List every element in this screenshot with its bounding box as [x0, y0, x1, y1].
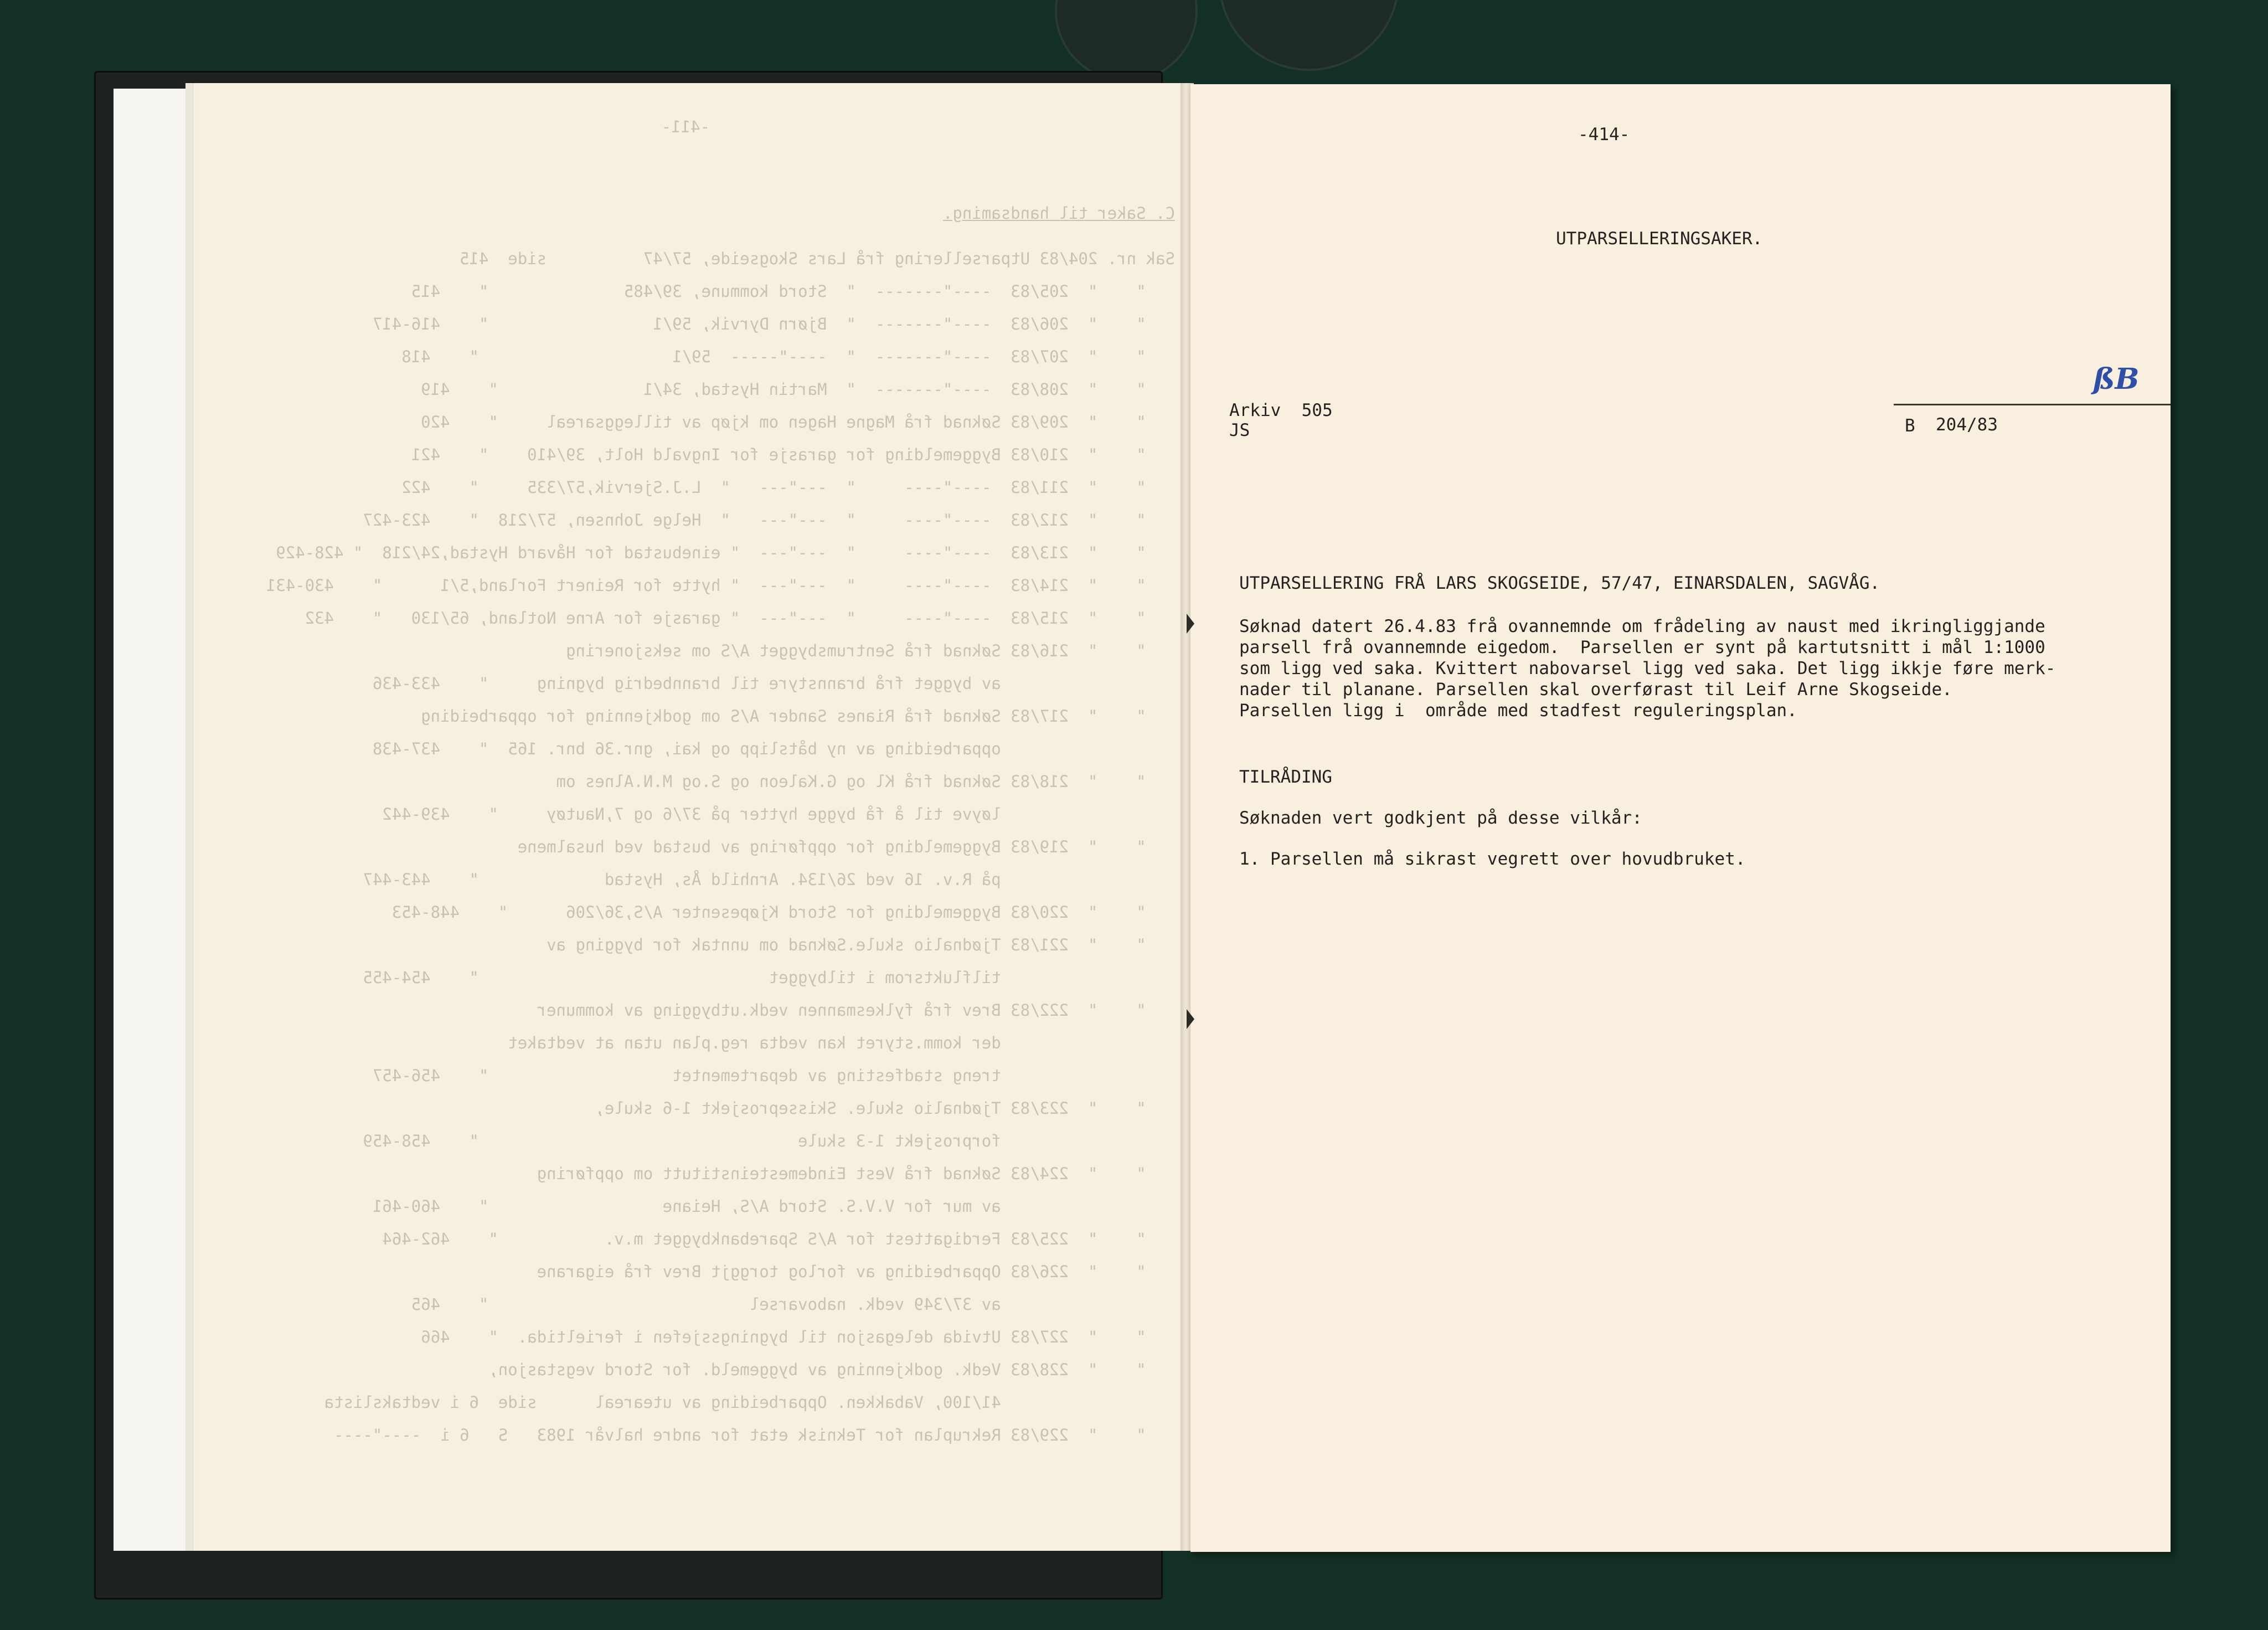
- ghost-agenda-row: " " 214/83 ----"---- " ---"--- " hytte for Reinert Forland,5/1 " 430-431: [266, 576, 1175, 595]
- ghost-agenda-row: forprosjekt 1-3 skule " 458-459: [363, 1132, 1175, 1150]
- case-heading: UTPARSELLERING FRÅ LARS SKOGSEIDE, 57/47, EINARSDALEN, SAGVÅG.: [1239, 573, 1880, 593]
- show-through-text: [199, 83, 1186, 1551]
- body-line: parsell frå ovannemnde eigedom. Parsellen er synt på kartutsnitt i mål 1:1000: [1239, 637, 2045, 657]
- ghost-agenda-row: " " 210/83 Byggemelding for garasje for Ingvald Holt, 39/410 " 421: [411, 445, 1175, 464]
- ghost-agenda-row: " " 225/83 Ferdigattest for A/S Sparebankbygget m.v. " 462-464: [382, 1230, 1175, 1248]
- ghost-agenda-row: " " 209/83 Søknad frå Magne Hagen om kjøp av tilleggsareal " 420: [421, 413, 1175, 431]
- ghost-agenda-row: " " 219/83 Byggemelding for oppføring av bustad ved husalmene: [517, 837, 1175, 856]
- ghost-section-heading: C. Saker til handsaming.: [942, 204, 1175, 223]
- body-line: Parsellen ligg i område med stadfest reguleringsplan.: [1239, 701, 1797, 721]
- ghost-agenda-row: av bygget frå brannstyre til brannbedrig bygning " 433-436: [372, 674, 1175, 693]
- ghost-agenda-row: " " 220/83 Byggemelding for Stord Kjøpesenter A/S,36/206 " 448-453: [391, 903, 1175, 922]
- ghost-agenda-row: " " 216/83 Søknad frå Sentrumsbygget A/S om seksjonering: [566, 641, 1175, 660]
- ghost-agenda-row: opparbeiding av ny båtslipp og kai, gnr.36 bnr. 165 " 437-438: [372, 739, 1175, 758]
- ghost-agenda-row: " " 223/83 Tjødnalio skule. Skisseprosjekt 1-6 skule,: [595, 1099, 1175, 1118]
- ghost-page-number: -411-: [661, 117, 710, 136]
- ghost-agenda-row: " " 222/83 Brev frå fylkesmannen vedk.utbygging av kommuner: [537, 1001, 1175, 1020]
- ghost-agenda-row: " " 224/83 Søknad frå Vest Eindemesteinstitutt om oppføring: [537, 1164, 1175, 1183]
- ghost-agenda-row: treng stadfesting av departementet " 456-457: [372, 1066, 1175, 1085]
- recommendation-text: Søknaden vert godkjent på desse vilkår:: [1239, 808, 1642, 828]
- recommendation-heading: TILRÅDING: [1239, 767, 1332, 787]
- background-disc: [1218, 0, 1400, 71]
- ghost-agenda-row: " " 227/83 Utvida delegasjon til bygningssjefen i ferieltida. " 466: [421, 1328, 1175, 1346]
- ghost-agenda-row: der komm.styret kan vedta reg.plan utan at vedtaket: [508, 1033, 1175, 1052]
- clerk-initials: JS: [1229, 420, 1250, 440]
- archive-reference: Arkiv 505: [1229, 400, 1333, 420]
- left-page: [199, 83, 1186, 1551]
- ghost-agenda-row: " " 221/83 Tjødnalio skule.Søknad om unntak for bygging av: [547, 935, 1175, 954]
- ghost-agenda-row: 41/100, Vabakken. Opparbeiding av uteareal side 6 i vedtakslista: [324, 1393, 1175, 1412]
- ghost-agenda-row: " " 213/83 ----"---- " ---"--- " einebustad for Håvard Hystad,24/218 " 428-429: [276, 543, 1175, 562]
- section-title: UTPARSELLERINGSAKER.: [1556, 229, 1763, 249]
- ghost-agenda-row: " " 217/83 Søknad frå Rianes Sander A/S om godkjenning for opparbeiding: [421, 707, 1175, 726]
- ghost-agenda-row: " " 207/83 ----"------- " ----"----- 59/1 " 418: [401, 347, 1175, 366]
- ghost-agenda-row: " " 229/83 Rekruplan for Teknisk etat for andre halvår 1983 S 6 i ----"----: [334, 1426, 1175, 1444]
- case-prefix: B: [1905, 416, 1915, 436]
- ghost-agenda-row: av 37/349 vedk. nabovarsel " 465: [411, 1295, 1175, 1314]
- ghost-agenda-row: på R.v. 16 ved 26/134. Arnhild Ås, Hystad " 443-447: [363, 870, 1175, 889]
- ghost-agenda-row: " " 228/83 Vedk. godkjenning av byggemeld. for Stord vegstasjon,: [488, 1360, 1175, 1379]
- page-number: -414-: [1578, 125, 1630, 145]
- body-line: nader til planane. Parsellen skal overførast til Leif Arne Skogseide.: [1239, 680, 1952, 700]
- case-number: 204/83: [1936, 415, 1998, 435]
- handwritten-initials: ßB: [2093, 362, 2140, 396]
- ghost-agenda-row: tilfluktsrom i tilbygget " 454-455: [363, 968, 1175, 987]
- ghost-agenda-row: Sak nr. 204/83 Utparsellering frå Lars Skogseide, 57/47 side 415: [459, 249, 1175, 268]
- ghost-agenda-row: " " 215/83 ----"---- " ---"--- " garasje for Arne Notland, 65/130 " 432: [305, 609, 1175, 628]
- body-line: Søknad datert 26.4.83 frå ovannemnde om frådeling av naust med ikringliggjande: [1239, 616, 2045, 636]
- ghost-agenda-row: " " 205/83 ----"------- " Stord kommune, 39/485 " 415: [411, 282, 1175, 301]
- ghost-agenda-row: " " 208/83 ----"------- " Martin Hystad, 34/1 " 419: [421, 380, 1175, 399]
- background-disc: [1055, 0, 1198, 82]
- right-page: [1190, 84, 2171, 1552]
- ghost-agenda-row: " " 211/83 ----"---- " ---"--- " L.J.Sjervik,57/335 " 422: [401, 478, 1175, 497]
- ghost-agenda-row: løyve til å få bygge hytter på 37/6 og 7,Nautøy " 439-442: [382, 805, 1175, 824]
- ghost-agenda-row: " " 206/83 ----"------- " Bjørn Dyrvik, 59/1 " 416-417: [372, 315, 1175, 333]
- ghost-agenda-row: " " 226/83 Opparbeiding av forlog torggjt Brev frå eigarane: [537, 1262, 1175, 1281]
- ghost-agenda-row: av mur for V.V.S. Stord A/S, Heiane " 460-461: [372, 1197, 1175, 1216]
- ghost-agenda-row: " " 218/83 Søknad frå Kl og G.Kaleon og S.og M.N.Alnes om: [556, 772, 1175, 791]
- condition-item: 1. Parsellen må sikrast vegrett over hovudbruket.: [1239, 849, 1746, 869]
- ghost-agenda-row: " " 212/83 ----"---- " ---"--- " Helge Johnsen, 57/218 " 423-427: [363, 511, 1175, 529]
- case-number-rule: [1894, 404, 2171, 405]
- body-line: som ligg ved saka. Kvittert nabovarsel ligg ved saka. Det ligg ikkje føre merk-: [1239, 659, 2056, 678]
